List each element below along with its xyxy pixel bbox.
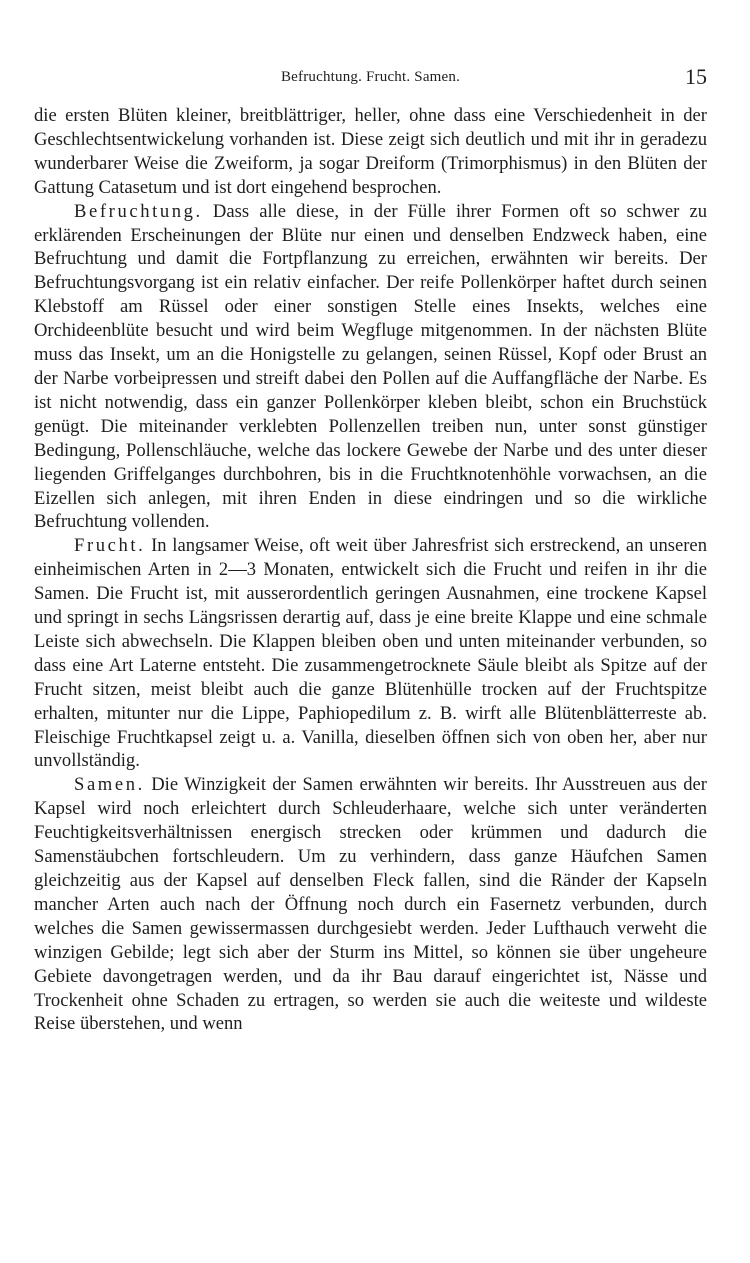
section-heading-frucht: Frucht. (74, 535, 146, 557)
paragraph-text: In langsamer Weise, oft weit über Jahresfrist sich erstreckend, an unseren einheimischen Arten in 2—3 Monaten, entwickelt sich die Frucht und reifen in ihr die Samen. Die Frucht ist, mit ausserordentlich geringen Ausnahmen, eine trockene Kapsel und springt in sechs Längsrissen derartig auf, dass je eine breite Klappe und eine schmale Leiste sich abwechseln. Die Klappen bleiben oben und unten miteinander verbunden, so dass eine Art Laterne entsteht. Die zusammengetrocknete Säule bleibt als Spitze auf der Frucht sitzen, meist bleibt auch die ganze Blütenhülle trocken auf der Fruchtspitze erhalten, mitunter nur die Lippe, Paphiopedilum z. B. wirft alle Blütenblätterreste ab. Fleischige Fruchtkapsel zeigt u. a. Vanilla, dieselben öffnen sich von oben her, aber nur unvollständig. (34, 535, 707, 772)
paragraph-befruchtung (34, 200, 707, 535)
paragraph-continuation (34, 104, 707, 200)
paragraph-text: Die Winzigkeit der Samen erwähnten wir bereits. Ihr Ausstreuen aus der Kapsel wird noch erleichtert durch Schleuderhaare, welche sich unter veränderten Feuchtigkeitsverhältnissen energisch strecken oder krümmen und dadurch die Samenstäubchen fortschleudern. Um zu verhindern, dass ganze Häufchen Samen gleichzeitig aus der Kapsel auf denselben Fleck fallen, sind die Ränder der Kapseln mancher Arten auch nach der Öffnung noch durch ein Fasernetz verbunden, durch welches die Samen gewissermassen durchgesiebt werden. Jeder Lufthauch verweht die winzigen Gebilde; legt sich aber der Sturm ins Mittel, so können sie über ungeheure Gebiete davongetragen werden, und da ihr Bau darauf eingerichtet ist, Nässe und Trockenheit ohne Schaden zu ertragen, so werden sie auch die weiteste und wildeste Reise überstehen, und wenn (34, 774, 707, 1035)
paragraph-text: Dass alle diese, in der Fülle ihrer Formen oft so schwer zu erklärenden Erscheinungen der Blüte nur einen und denselben Endzweck haben, eine Befruchtung und damit die Fortpflanzung zu erreichen, erwähnten wir bereits. Der Befruchtungsvorgang ist ein relativ einfacher. Der reife Pollenkörper haftet durch seinen Klebstoff am Rüssel oder einer sonstigen Stelle eines Insekts, welches eine Orchideenblüte besucht und wird beim Wegfluge mitgenommen. In der nächsten Blüte muss das Insekt, um an die Honigstelle zu gelangen, seinen Rüssel, Kopf oder Brust an der Narbe vorbeipressen und streift dabei den Pollen auf die Auffangfläche der Narbe. Es ist nicht notwendig, dass ein ganzer Pollenkörper kleben bleibt, schon ein Bruchstück genügt. Die miteinander verklebten Pollenzellen treiben nun, unter sonst günstiger Bedingung, Pollenschläuche, welche das lockere Gewebe der Narbe und des unter dieser liegenden Griffelganges durchbohren, bis in die Fruchtknotenhöhle vorwachsen, an die Eizellen sich anlegen, mit ihren Enden in diese eindringen und so die wirkliche Befruchtung vollenden. (34, 200, 707, 533)
page-number: 15 (685, 64, 707, 89)
section-heading-befruchtung: Befruchtung. (74, 200, 203, 222)
paragraph-samen (34, 773, 707, 1036)
running-head: Befruchtung. Frucht. Samen. (280, 69, 461, 85)
paragraph-frucht (34, 534, 707, 773)
section-heading-samen: Samen. (74, 774, 145, 796)
page-header (34, 64, 707, 104)
paragraph-text: die ersten Blüten kleiner, breitblättriger, heller, ohne dass eine Verschiedenheit in der Geschlechtsentwickelung vorhanden ist. Diese zeigt sich deutlich und mit ihr in geradezu wunderbarer Weise die Zweiform, ja sogar Dreiform (Trimorphismus) in den Blüten der Gattung Catasetum und ist dort eingehend besprochen. (34, 105, 707, 198)
body-text (34, 104, 707, 1036)
